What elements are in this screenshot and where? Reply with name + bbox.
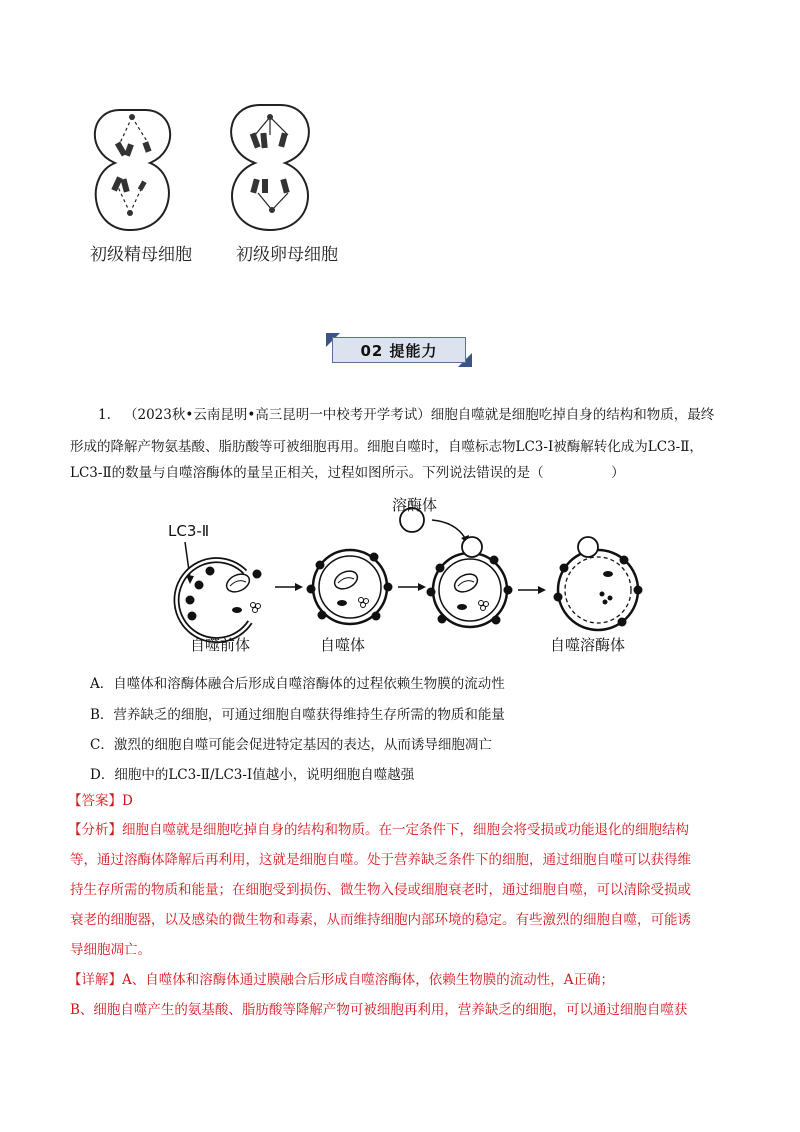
section-title: 02 提能力 bbox=[332, 337, 466, 363]
autolysosome-drawing bbox=[554, 537, 643, 630]
stage-label-autophagosome: 自噬体 bbox=[320, 636, 366, 654]
spermatocyte-caption: 初级精母细胞 bbox=[90, 245, 192, 265]
answer-value: D bbox=[122, 793, 133, 809]
option-c: C．激烈的细胞自噬可能会促进特定基因的表达，从而诱导细胞凋亡 bbox=[90, 737, 492, 753]
question-number: 1. bbox=[98, 407, 111, 423]
autophagosome-drawing bbox=[307, 550, 393, 624]
question-line-1: （2023秋•云南昆明•高三昆明一中校考开学考试）细胞自噬就是细胞吃掉自身的结构和物质，最终 bbox=[124, 407, 715, 423]
oocyte-caption: 初级卵母细胞 bbox=[236, 245, 338, 265]
option-b: B．营养缺乏的细胞，可通过细胞自噬获得维持生存所需的物质和能量 bbox=[90, 707, 505, 723]
analysis-line-1 bbox=[68, 820, 689, 840]
question-line-3: LC3-Ⅱ的数量与自噬溶酶体的量呈正相关，过程如图所示。下列说法错误的是（ ） bbox=[70, 465, 625, 481]
detail-line-2: B、细胞自噬产生的氨基酸、脂肪酸等降解产物可被细胞再利用，营养缺乏的细胞，可以通过细胞自噬获 bbox=[70, 1002, 688, 1018]
detail-label: 【详解】 bbox=[68, 972, 122, 988]
fusion-drawing bbox=[427, 537, 513, 627]
question-line-2: 形成的降解产物氨基酸、脂肪酸等可被细胞再用。细胞自噬时，自噬标志物LC3-Ⅰ被酶解转化成为LC3-Ⅱ， bbox=[70, 439, 703, 455]
section-banner bbox=[326, 333, 472, 367]
detail-line-1 bbox=[68, 970, 614, 990]
lc3-label: LC3-Ⅱ bbox=[168, 522, 210, 540]
stage-label-autolysosome: 自噬溶酶体 bbox=[550, 636, 626, 654]
option-d: D．细胞中的LC3-Ⅱ/LC3-Ⅰ值越小，说明细胞自噬越强 bbox=[90, 767, 415, 783]
analysis-line-5: 导细胞凋亡。 bbox=[70, 942, 151, 958]
analysis-label: 【分析】 bbox=[68, 822, 122, 838]
option-a: A．自噬体和溶酶体融合后形成自噬溶酶体的过程依赖生物膜的流动性 bbox=[90, 676, 505, 692]
analysis-text-1: 细胞自噬就是细胞吃掉自身的结构和物质。在一定条件下，细胞会将受损或功能退化的细胞结构 bbox=[122, 822, 689, 838]
detail-text-1: A、自噬体和溶酶体通过膜融合后形成自噬溶酶体，依赖生物膜的流动性，A正确； bbox=[122, 972, 614, 988]
analysis-line-3: 持生存所需的物质和能量；在细胞受到损伤、微生物入侵或细胞衰老时，通过细胞自噬，可以清除受损或 bbox=[70, 882, 691, 898]
stage-label-phagophore: 自噬前体 bbox=[190, 636, 251, 654]
phagophore-drawing bbox=[177, 560, 262, 640]
analysis-line-4: 衰老的细胞器，以及感染的微生物和毒素，从而维持细胞内部环境的稳定。有些激烈的细胞自噬，可能诱 bbox=[70, 912, 691, 928]
analysis-line-2: 等，通过溶酶体降解后再利用，这就是细胞自噬。处于营养缺乏条件下的细胞，通过细胞自噬可以获得维 bbox=[70, 852, 691, 868]
answer-line bbox=[68, 791, 133, 811]
lysosome-label: 溶酶体 bbox=[392, 496, 438, 514]
meiosis-figure bbox=[80, 95, 340, 240]
answer-label: 【答案】 bbox=[68, 793, 122, 809]
